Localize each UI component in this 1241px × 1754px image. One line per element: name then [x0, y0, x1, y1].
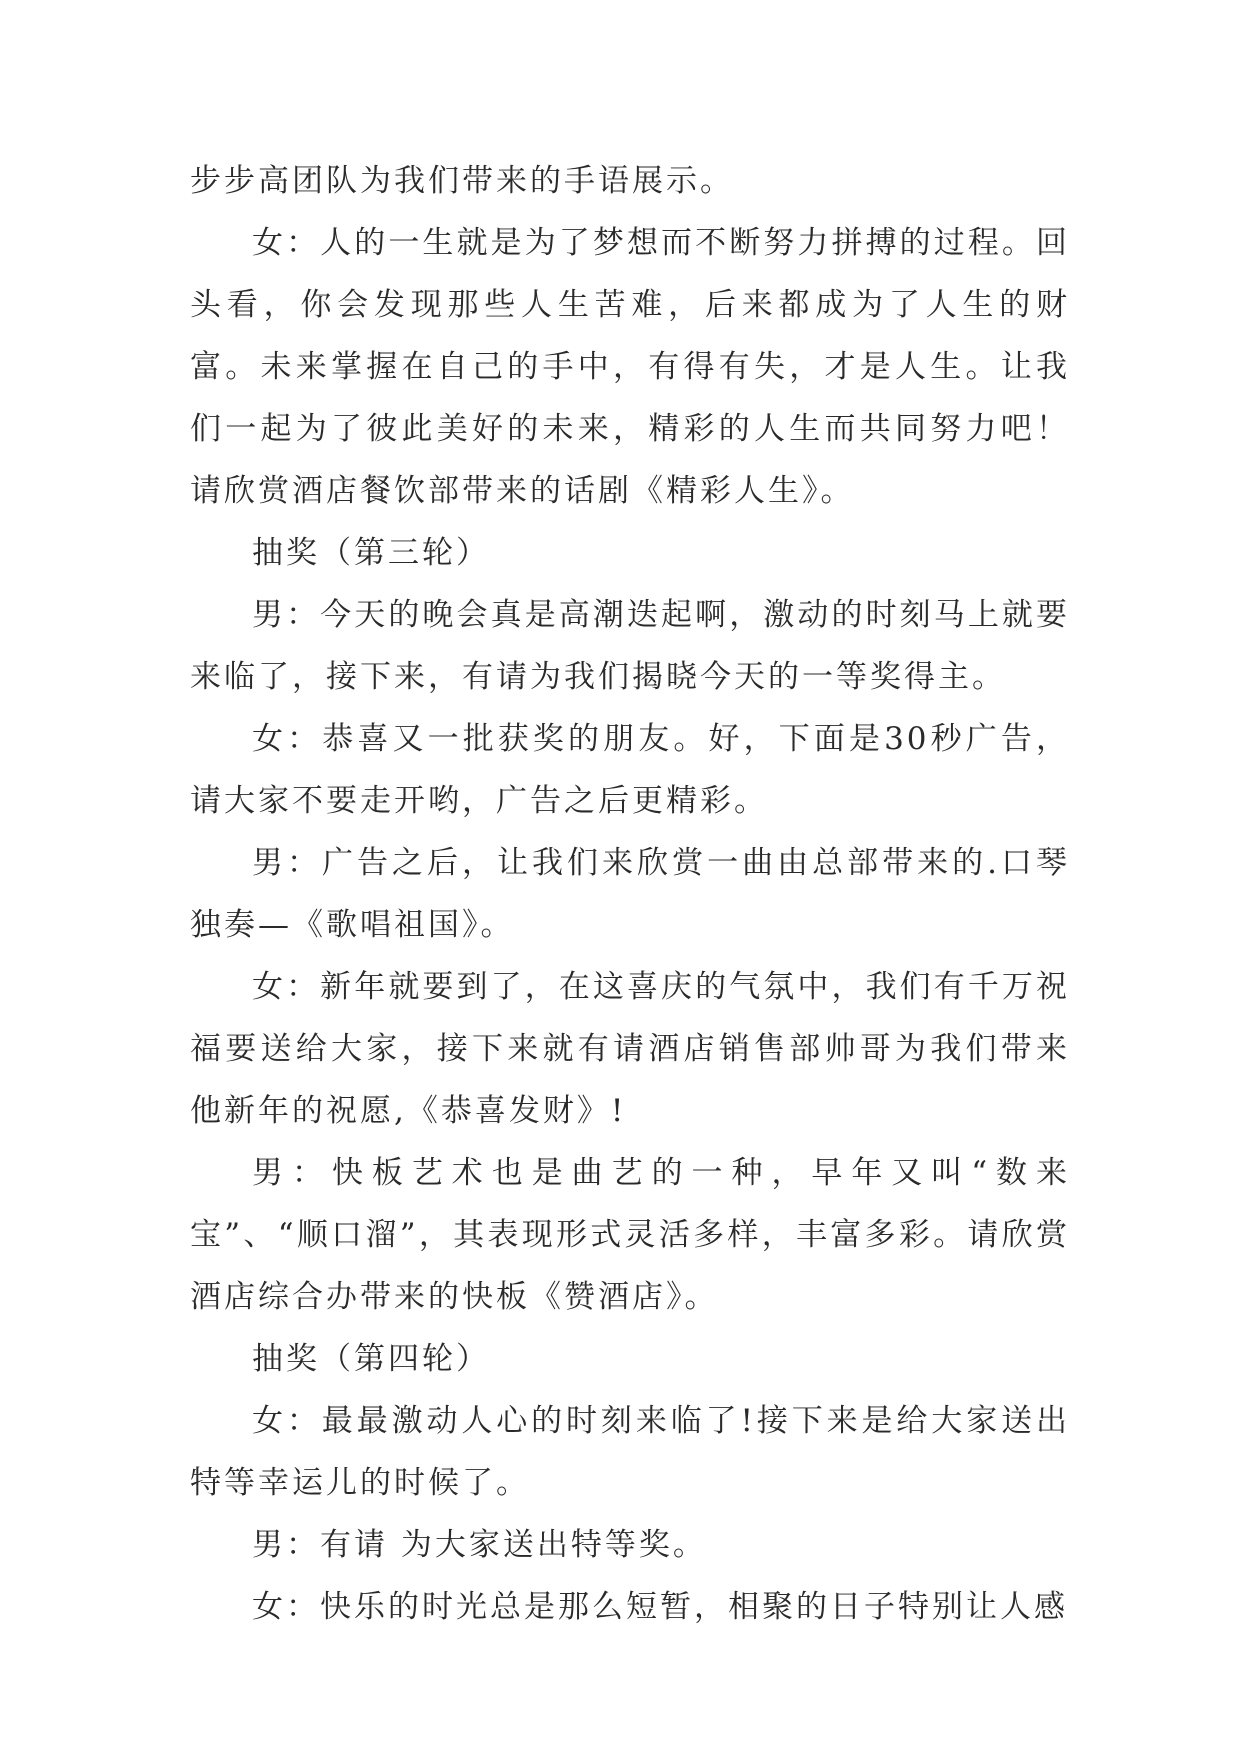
paragraph-1: 步步高团队为我们带来的手语展示。	[190, 163, 734, 199]
paragraph-6: 男：广告之后，让我们来欣赏一曲由总部带来的.口琴独奏—《歌唱祖国》。	[190, 845, 1070, 943]
document-page	[190, 150, 1070, 1638]
paragraph-9-lottery-heading: 抽奖（第四轮）	[252, 1341, 490, 1377]
paragraph-11: 男：有请 为大家送出特等奖。	[252, 1527, 707, 1563]
paragraph-3-lottery-heading: 抽奖（第三轮）	[252, 535, 490, 571]
paragraph-4: 男：今天的晚会真是高潮迭起啊，激动的时刻马上就要来临了，接下来，有请为我们揭晓今天的一等奖得主。	[190, 597, 1070, 695]
paragraph-5: 女：恭喜又一批获奖的朋友。好，下面是30秒广告，请大家不要走开哟，广告之后更精彩。	[190, 721, 1070, 819]
paragraph-10: 女：最最激动人心的时刻来临了!接下来是给大家送出特等幸运儿的时候了。	[190, 1403, 1070, 1501]
paragraph-2: 女：人的一生就是为了梦想而不断努力拼搏的过程。回头看，你会发现那些人生苦难，后来都成为了人生的财富。未来掌握在自己的手中，有得有失，才是人生。让我们一起为了彼此美好的未来，精彩的人生而共同努力吧！请欣赏酒店餐饮部带来的话剧《精彩人生》。	[190, 225, 1070, 509]
paragraph-7: 女：新年就要到了，在这喜庆的气氛中，我们有千万祝福要送给大家，接下来就有请酒店销售部帅哥为我们带来他新年的祝愿,《恭喜发财》!	[190, 969, 1070, 1129]
paragraph-8: 男：快板艺术也是曲艺的一种，早年又叫“数来宝”、“顺口溜”，其表现形式灵活多样，丰富多彩。请欣赏酒店综合办带来的快板《赞酒店》。	[190, 1155, 1070, 1315]
paragraph-12: 女：快乐的时光总是那么短暂，相聚的日子特别让人感	[252, 1589, 1068, 1625]
